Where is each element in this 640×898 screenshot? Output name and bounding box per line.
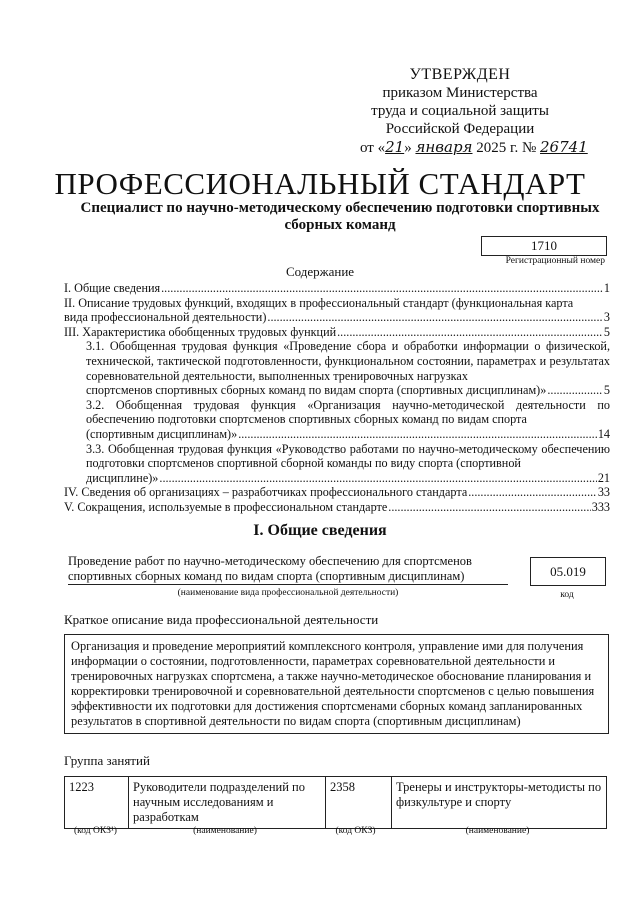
document-title: ПРОФЕССИОНАЛЬНЫЙ СТАНДАРТ (54, 166, 586, 201)
okz-name-cell: Руководители подразделений по научным исследованиям и разработкам (129, 777, 326, 829)
caption-okz-code-1: (код ОКЗ¹) (74, 826, 117, 836)
approval-block (360, 66, 588, 157)
occupation-group-table (64, 776, 607, 829)
activity-name: Проведение работ по научно-методическому обеспечению для спортсменов спортивных сборных команд по видам спорта (спортивным дисциплинам) (68, 554, 508, 585)
toc-entry-5[interactable]: V. Сокращения, используемые в профессиональном стандарте ..... 333 (64, 500, 610, 515)
short-description-label: Краткое описание вида профессиональной деятельности (64, 612, 379, 627)
section-heading: I. Общие сведения (253, 522, 387, 539)
approval-line-federation: Российской Федерации (385, 121, 535, 137)
toc-entry-4[interactable]: IV. Сведения об организациях – разработчиках профессионального стандарта ..... 33 (64, 485, 610, 500)
okz-code-cell: 1223 (65, 777, 129, 829)
okz-name-cell: Тренеры и инструкторы-методисты по физкультуре и спорту (392, 777, 607, 829)
okz-code-cell: 2358 (326, 777, 392, 829)
caption-name-1: (наименование) (193, 826, 257, 836)
order-number: 26741 (540, 138, 588, 156)
toc-entry-2[interactable]: II. Описание трудовых функций, входящих в профессиональный стандарт (функциональная карта вида профессиональной деятельности) ..... 3 (64, 296, 610, 325)
order-prefix: от « (360, 140, 386, 156)
approval-line-labor: труда и социальной защиты (371, 103, 549, 119)
toc-entry-3-1[interactable]: 3.1. Обобщенная трудовая функция «Проведение сбора и обработки информации о физической, технической, тактической подготовленности, функциональном состоянии, параметрах и результатах соревновательной деятельности, выполненных тренировочных нагрузках спортсменов спортивных сборных команд по видам спорта (спортивных дисциплинам)» ..... 5 (64, 339, 610, 397)
table-row (65, 777, 607, 829)
order-day: 21 (385, 138, 405, 156)
document-subtitle: Специалист по научно-методическому обеспечению подготовки спортивных сборных команд (80, 200, 600, 233)
toc-title: Содержание (285, 264, 355, 279)
order-month: января (415, 138, 473, 156)
table-of-contents (64, 281, 610, 515)
toc-entry-1[interactable]: I. Общие сведения ..... 1 (64, 281, 610, 296)
caption-okz-code-2: (код ОКЗ) (335, 826, 376, 836)
order-line (360, 138, 588, 157)
toc-entry-3-3[interactable]: 3.3. Обобщенная трудовая функция «Руководство работами по научно-методическому обеспечению подготовки спортсменов спортивной сборной команды по виду спорта (спортивной дисциплине)» ..... 21 (64, 442, 610, 486)
approval-line-ministry: приказом Министерства (382, 85, 538, 101)
toc-entry-3[interactable]: III. Характеристика обобщенных трудовых функций ..... 5 (64, 325, 610, 340)
code-caption: код (560, 590, 574, 600)
registration-label: Регистрационный номер (505, 256, 605, 266)
approval-heading: УТВЕРЖДЕН (409, 66, 511, 83)
order-mid: » (404, 140, 416, 156)
order-year: 2025 г. № (472, 140, 541, 156)
registration-number: 1710 (481, 236, 607, 256)
toc-entry-3-2[interactable]: 3.2. Обобщенная трудовая функция «Организация научно-методической деятельности по обеспечению подготовки спортсменов спортивных сборных команд по видам спорта (спортивным дисциплинам)» ..... 14 (64, 398, 610, 442)
occupation-group-label: Группа занятий (64, 753, 150, 768)
activity-caption: (наименование вида профессиональной деятельности) (177, 588, 399, 598)
short-description-box: Организация и проведение мероприятий комплексного контроля, управление ими для получения информации о состоянии, подготовленности, параметрах соревновательной деятельности и тренировочных нагрузках спортсмена, а также научно-методическое обоснование планирования и корректировки тренировочной и соревновательной деятельности спортсменов с целью повышения эффективности их подготовки для достижения спортсменами сборных команд запланированных результатов в спортивной деятельности по видам спорта (спортивным дисциплинам) (64, 634, 609, 734)
caption-name-2: (наименование) (465, 826, 530, 836)
activity-code: 05.019 (530, 557, 606, 586)
